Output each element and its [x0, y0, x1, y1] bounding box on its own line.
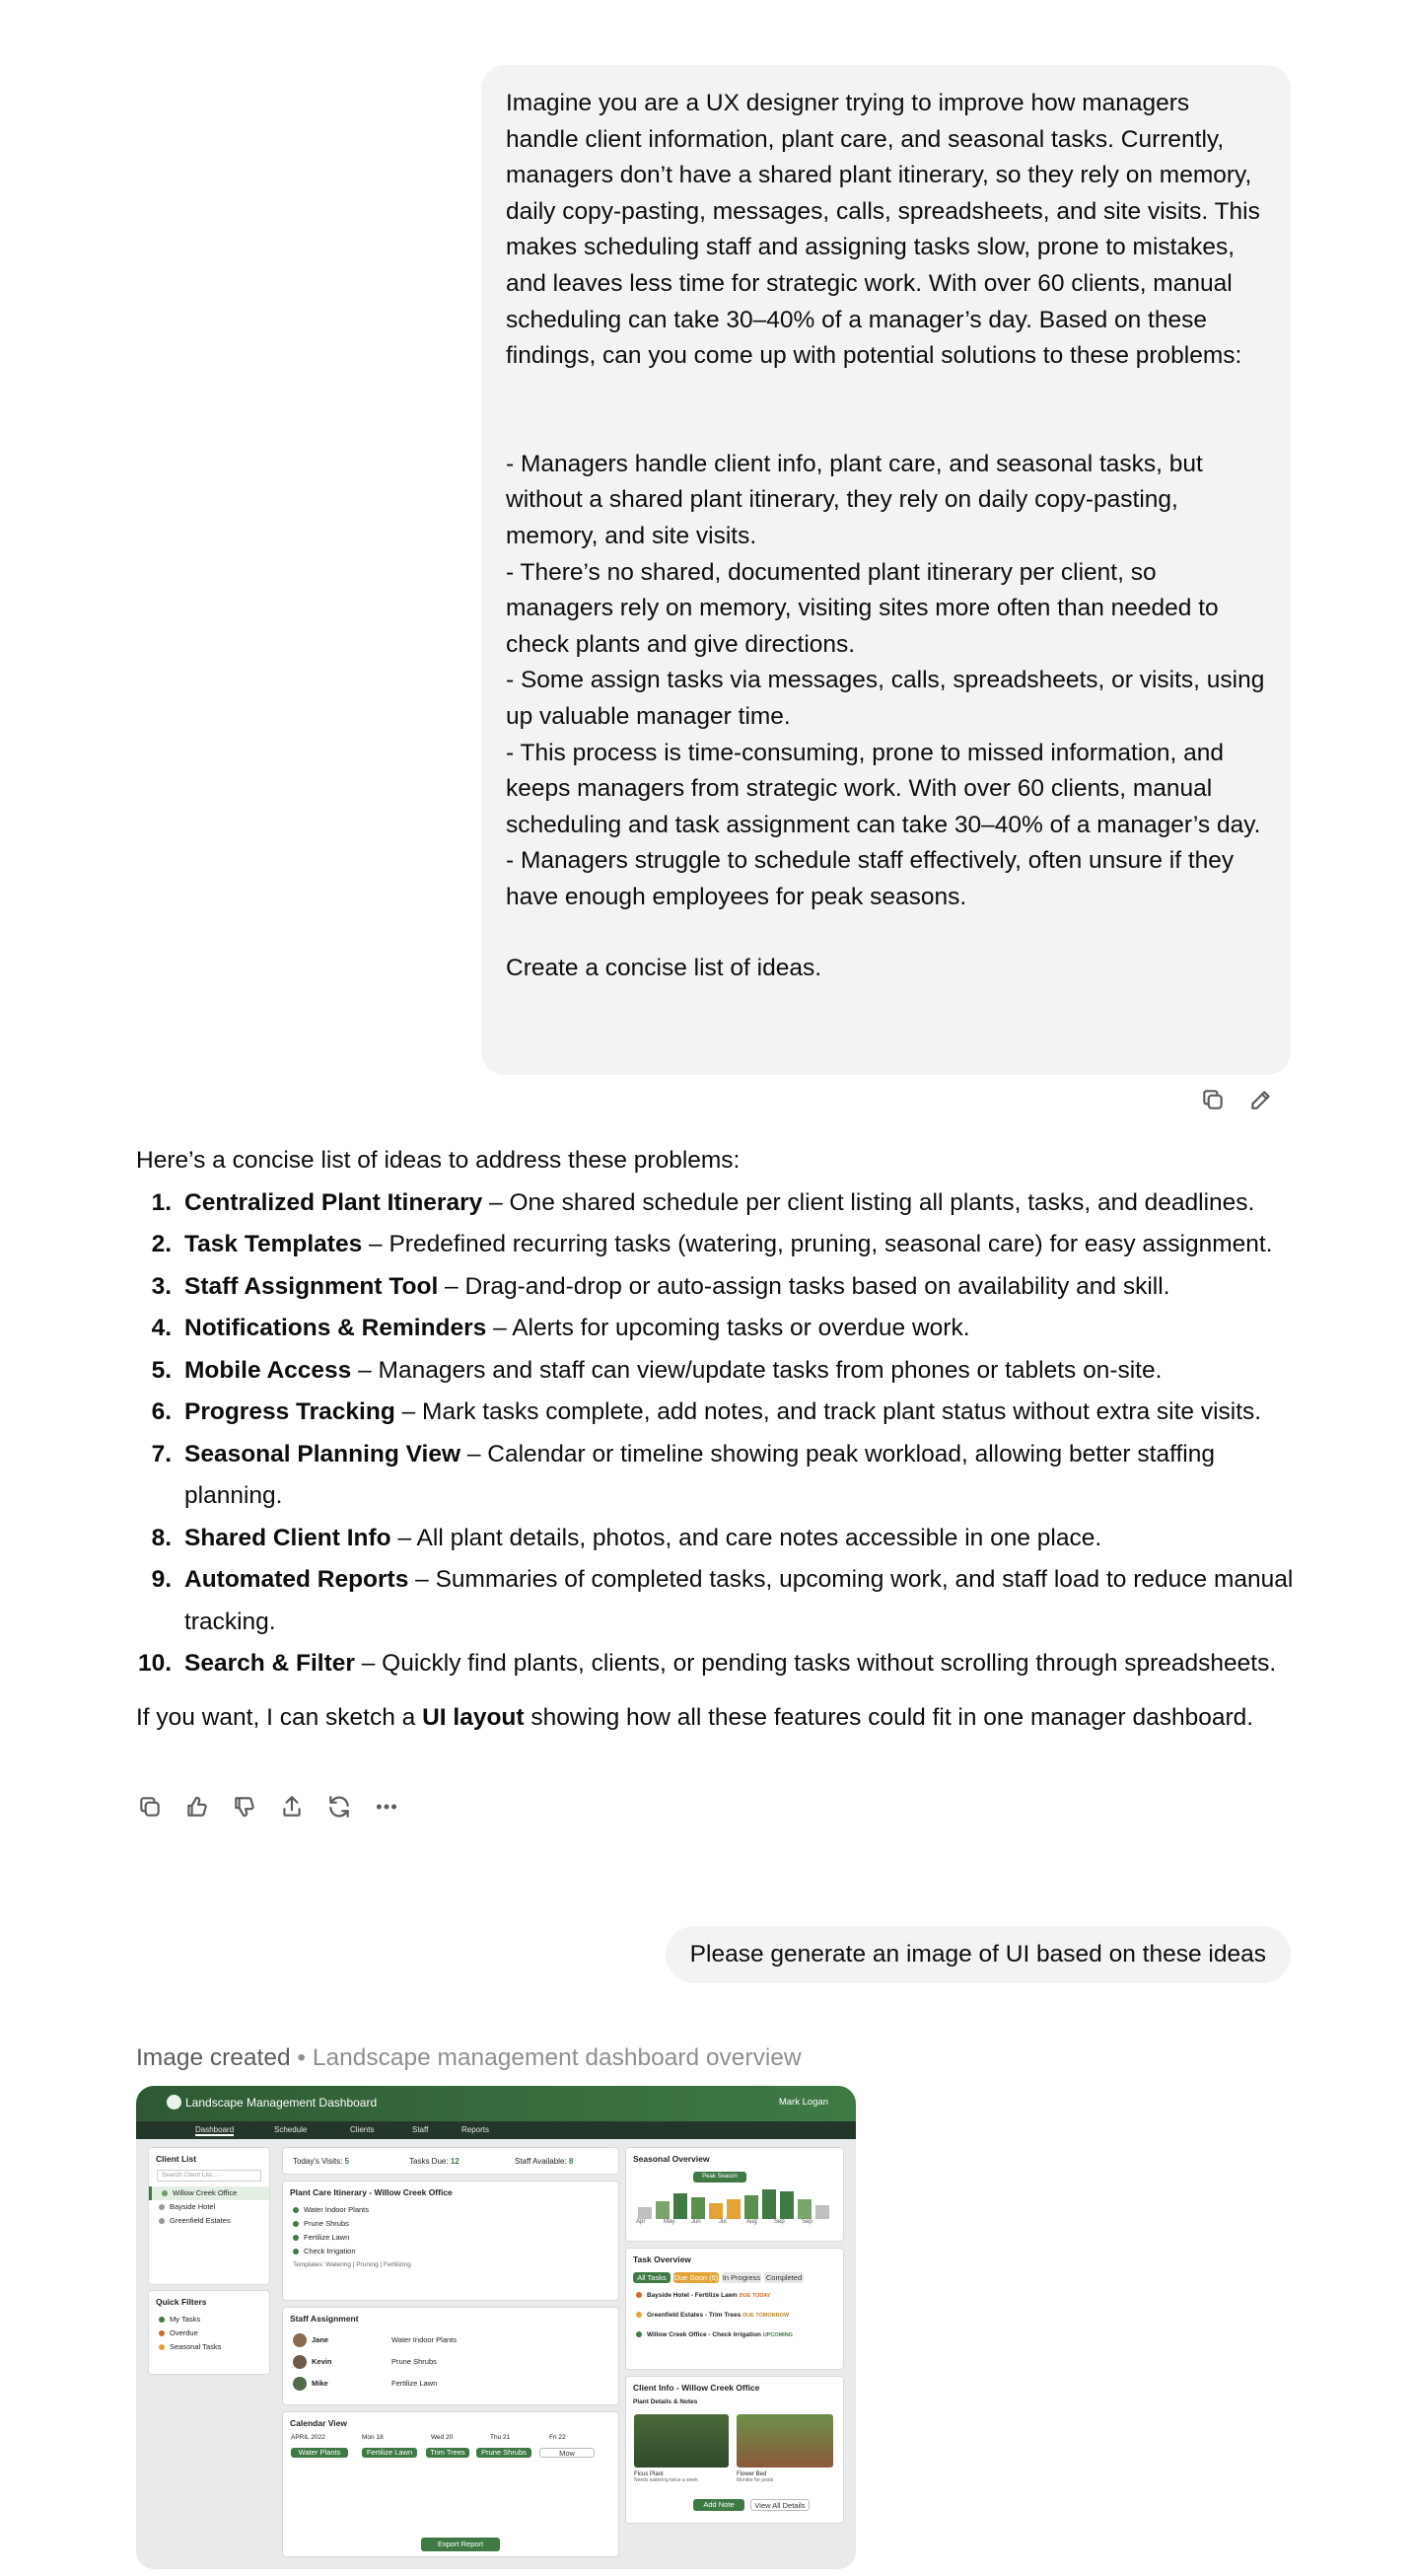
generated-image[interactable]: [136, 2086, 856, 2569]
assistant-outro: If you want, I can sketch a UI layout showing how all these features could fit in one manager dashboard.: [136, 1703, 1254, 1731]
image-staff-assignment: Staff Assignment Jane Water Indoor Plants Kevin Prune Shrubs Mike Fertilize Lawn: [282, 2307, 619, 2405]
user-message: Please generate an image of UI based on these ideas: [666, 1926, 1291, 1983]
user-message-paragraph: Create a concise list of ideas.: [506, 955, 822, 982]
image-user-name: Mark Logan: [778, 2097, 828, 2108]
assistant-intro: Here’s a concise list of ideas to address these problems:: [136, 1147, 741, 1174]
more-icon[interactable]: [370, 1790, 403, 1824]
edit-icon[interactable]: [1244, 1083, 1278, 1116]
list-item: 5. Mobile Access – Managers and staff can view/update tasks from phones or tablets on-site.: [151, 1356, 1163, 1384]
list-item: 7. Seasonal Planning View – Calendar or timeline showing peak workload, allowing better staffing planning.: [151, 1440, 1215, 1509]
thumbs-down-icon[interactable]: [228, 1790, 261, 1824]
list-item: 2. Task Templates – Predefined recurring tasks (watering, pruning, seasonal care) for easy assignment.: [151, 1231, 1273, 1257]
image-caption: Image created • Landscape management dashboard overview: [136, 2044, 802, 2071]
list-item: 9. Automated Reports – Summaries of completed tasks, upcoming work, and staff load to reduce manual tracking.: [151, 1566, 1294, 1635]
list-item: 3. Staff Assignment Tool – Drag-and-drop or auto-assign tasks based on availability and skill.: [151, 1272, 1170, 1300]
export-report-button[interactable]: Export Report: [421, 2538, 500, 2551]
image-task-overview: Task Overview All Tasks Due Soon (5) In Progress Completed Bayside Hotel - Fertilize Lawn DUE TODAY Greenfield Estates - Trim Trees DUE TOMORROW Willow Creek Office - Check Irrigation UPCOMING: [625, 2248, 844, 2370]
add-note-button[interactable]: Add Note: [693, 2499, 744, 2511]
user-message-paragraph: Imagine you are a UX designer trying to improve how managers handle client information, plant care, and seasonal tasks. Currently, managers don’t have a shared plant itinerary, so they rely on memory, daily copy-pasting, messages, calls, spreadsheets, and site visits. This makes scheduling staff and assigning tasks slow, prone to mistakes, and leaves less time for strategic work. With over 60 clients, manual scheduling can take 30–40% of a manager’s day. Based on these findings, can you come up with potential solutions to these problems:: [506, 90, 1267, 370]
copy-icon[interactable]: [1196, 1083, 1230, 1116]
ideas-list: [136, 1182, 1300, 1685]
thumbs-up-icon[interactable]: [180, 1790, 214, 1824]
image-itinerary: Plant Care Itinerary - Willow Creek Office Water Indoor Plants Prune Shrubs Fertilize Lawn Check Irrigation Templates: Watering | Pruning | Fertilizing: [282, 2181, 619, 2301]
image-client-info: Client Info - Willow Creek Office Plant Details & Notes Ficus Plant Needs watering twice a week Flower Bed Monitor for pests Add Note View All Details: [625, 2376, 844, 2524]
view-details-button[interactable]: View All Details: [750, 2499, 810, 2511]
image-quick-filters: Quick Filters My Tasks Overdue Seasonal Tasks: [148, 2290, 270, 2375]
user-message: [481, 65, 1291, 1075]
image-seasonal-overview: Seasonal Overview Peak Season Apr May Jun Jul Aug Sep Sep: [625, 2147, 844, 2242]
assistant-message: [136, 1140, 1300, 1739]
image-app-title: Landscape Management Dashboard: [185, 2096, 378, 2110]
image-app-header: [136, 2086, 856, 2121]
list-item: 10. Search & Filter – Quickly find plants, clients, or pending tasks without scrolling through spreadsheets.: [137, 1650, 1277, 1677]
list-item: 4. Notifications & Reminders – Alerts for upcoming tasks or overdue work.: [151, 1315, 970, 1341]
share-icon[interactable]: [275, 1790, 309, 1824]
image-calendar: Calendar View APRIL 2022 Mon 18 Wed 20 Thu 21 Fri 22 Water Plants Fertilize Lawn Trim Trees Prune Shrubs Mow Export Report: [282, 2411, 619, 2557]
leaf-logo-icon: [167, 2095, 181, 2110]
regenerate-icon[interactable]: [322, 1790, 356, 1824]
list-item: 1. Centralized Plant Itinerary – One shared schedule per client listing all plants, tasks, and deadlines.: [151, 1188, 1255, 1216]
image-stats: Today's Visits: 5 Tasks Due: 12 Staff Available: 8: [282, 2147, 619, 2175]
list-item: 8. Shared Client Info – All plant details, photos, and care notes accessible in one place.: [151, 1524, 1102, 1551]
list-item: 6. Progress Tracking – Mark tasks complete, add notes, and track plant status without extra site visits.: [151, 1398, 1262, 1425]
plant-photo: [737, 2414, 833, 2468]
copy-icon[interactable]: [133, 1790, 167, 1824]
plant-photo: [634, 2414, 729, 2468]
image-client-list: Client List Search Client List... Willow Creek Office Bayside Hotel Greenfield Estates: [148, 2147, 270, 2285]
image-nav: Dashboard Schedule Clients Staff Reports: [136, 2121, 856, 2139]
user-message-paragraph: - Managers handle client info, plant care, and seasonal tasks, but without a shared plant itinerary, they rely on daily copy-pasting, memory, and site visits. - There’s no shared, documented plant itinerary per client, so managers rely on memory, visiting sites more often than needed to check plants and give directions. - Some assign tasks via messages, calls, spreadsheets, or visits, using up valuable manager time. - This process is time-consuming, prone to missed information, and keeps managers from strategic work. With over 60 clients, manual scheduling and task assignment can take 30–40% of a manager’s day. - Managers struggle to schedule staff effectively, often unsure if they have enough employees for peak seasons.: [506, 450, 1265, 910]
